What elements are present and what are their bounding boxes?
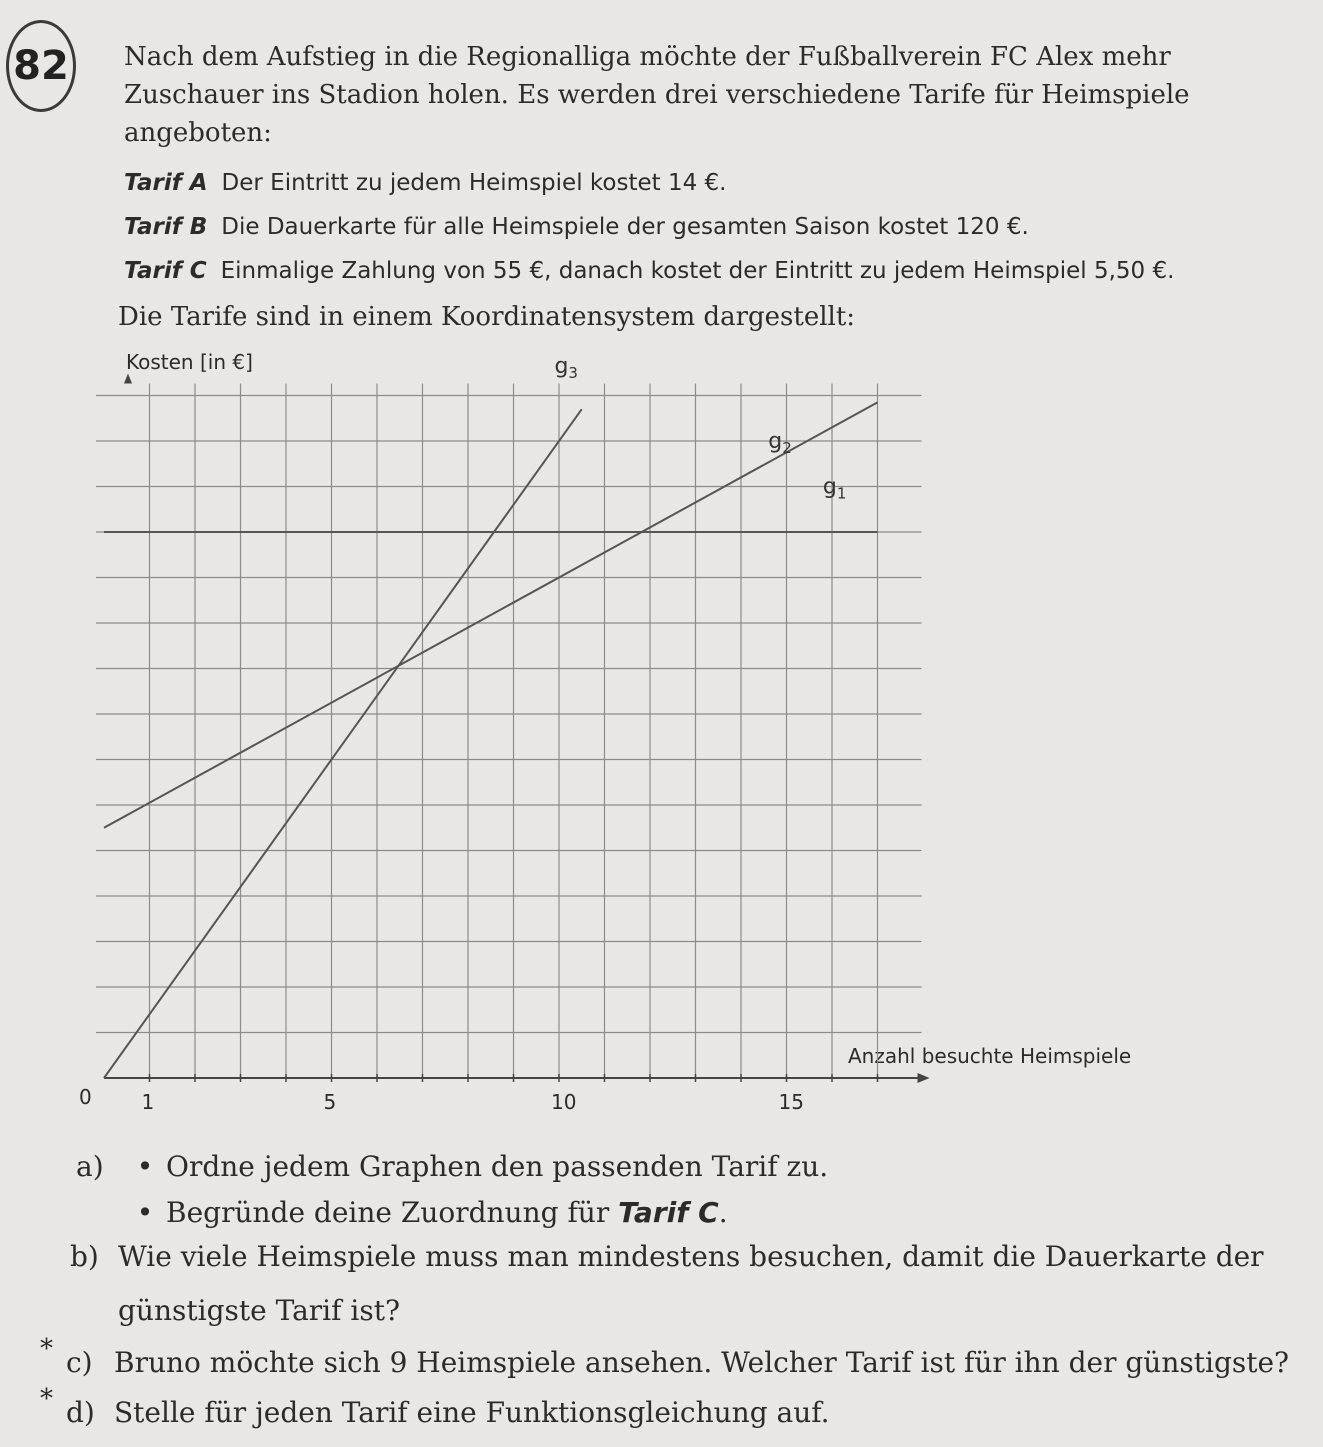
chart-series [104, 402, 878, 1078]
question-c-star-icon: * [40, 1334, 53, 1364]
tarif-b-text: Die Dauerkarte für alle Heimspiele der gesamten Saison kostet 120 €. [221, 214, 1029, 240]
question-d-letter: d) [66, 1396, 95, 1429]
x-tick-label: 1 [141, 1090, 155, 1114]
bullet-icon: • [136, 1150, 154, 1183]
question-a-text-2-emph: Tarif C [618, 1196, 719, 1229]
task-number-badge: 82 [6, 20, 76, 112]
tarif-c-text: Einmalige Zahlung von 55 €, danach kostet der Eintritt zu jedem Heimspiel 5,50 €. [220, 258, 1175, 284]
series-line-g3 [104, 409, 582, 1078]
origin-label: 0 [79, 1085, 92, 1109]
question-b-text-1: Wie viele Heimspiele muss man mindestens besuchen, damit die Dauerkarte der [118, 1240, 1264, 1273]
diagram-intro-sentence: Die Tarife sind in einem Koordinatensystem dargestellt: [118, 302, 856, 332]
x-axis-label: Anzahl besuchte Heimspiele [848, 1044, 1132, 1068]
question-c [66, 1346, 1289, 1379]
question-d [66, 1396, 830, 1429]
tarif-c-name: Tarif C [124, 258, 207, 284]
tarif-a-text: Der Eintritt zu jedem Heimspiel kostet 14 €. [221, 170, 727, 196]
x-tick-label: 15 [778, 1090, 804, 1114]
bullet-icon: • [136, 1196, 154, 1229]
question-d-star-icon: * [40, 1384, 53, 1414]
chart-axes [104, 374, 930, 1084]
question-a-bullet-2 [124, 1196, 728, 1229]
question-b-text-2: günstigste Tarif ist? [118, 1294, 400, 1327]
y-axis-arrow-icon [124, 374, 132, 384]
x-axis-arrow-icon [918, 1073, 930, 1083]
question-b-line-1 [70, 1240, 1264, 1273]
question-a-text-2-prefix: Begründe deine Zuordnung für [166, 1196, 619, 1229]
question-b-line-2 [118, 1294, 400, 1327]
chart-grid [96, 384, 922, 1079]
series-label-g3: $g_3$ [554, 353, 578, 382]
tarif-b-name: Tarif B [124, 214, 208, 240]
question-d-text: Stelle für jeden Tarif eine Funktionsgleichung auf. [114, 1396, 830, 1429]
chart-series-labels [554, 354, 846, 503]
series-line-g2 [104, 402, 878, 827]
tarif-a-name: Tarif A [124, 170, 208, 196]
task-intro-text: Nach dem Aufstieg in die Regionalliga möchte der Fußballverein FC Alex mehr Zuschauer ins Stadion holen. Es werden drei verschiedene Tarife für Heimspiele angeboten: [124, 42, 1190, 148]
series-label-g2: $g_2$ [768, 428, 792, 457]
question-a-text-1: Ordne jedem Graphen den passenden Tarif zu. [166, 1150, 829, 1183]
series-label-g1: $g_1$ [822, 474, 847, 503]
question-c-letter: c) [66, 1346, 93, 1379]
question-a-text-2-suffix: . [718, 1196, 728, 1229]
question-b-letter: b) [70, 1240, 99, 1273]
x-tick-label: 10 [551, 1090, 577, 1114]
question-a-letter: a) [76, 1150, 104, 1183]
question-a-bullet-1 [76, 1150, 828, 1183]
question-c-text: Bruno möchte sich 9 Heimspiele ansehen. Welcher Tarif ist für ihn der günstigste? [114, 1346, 1290, 1379]
y-axis-label: Kosten [in €] [126, 350, 253, 374]
x-tick-label: 5 [323, 1090, 337, 1114]
